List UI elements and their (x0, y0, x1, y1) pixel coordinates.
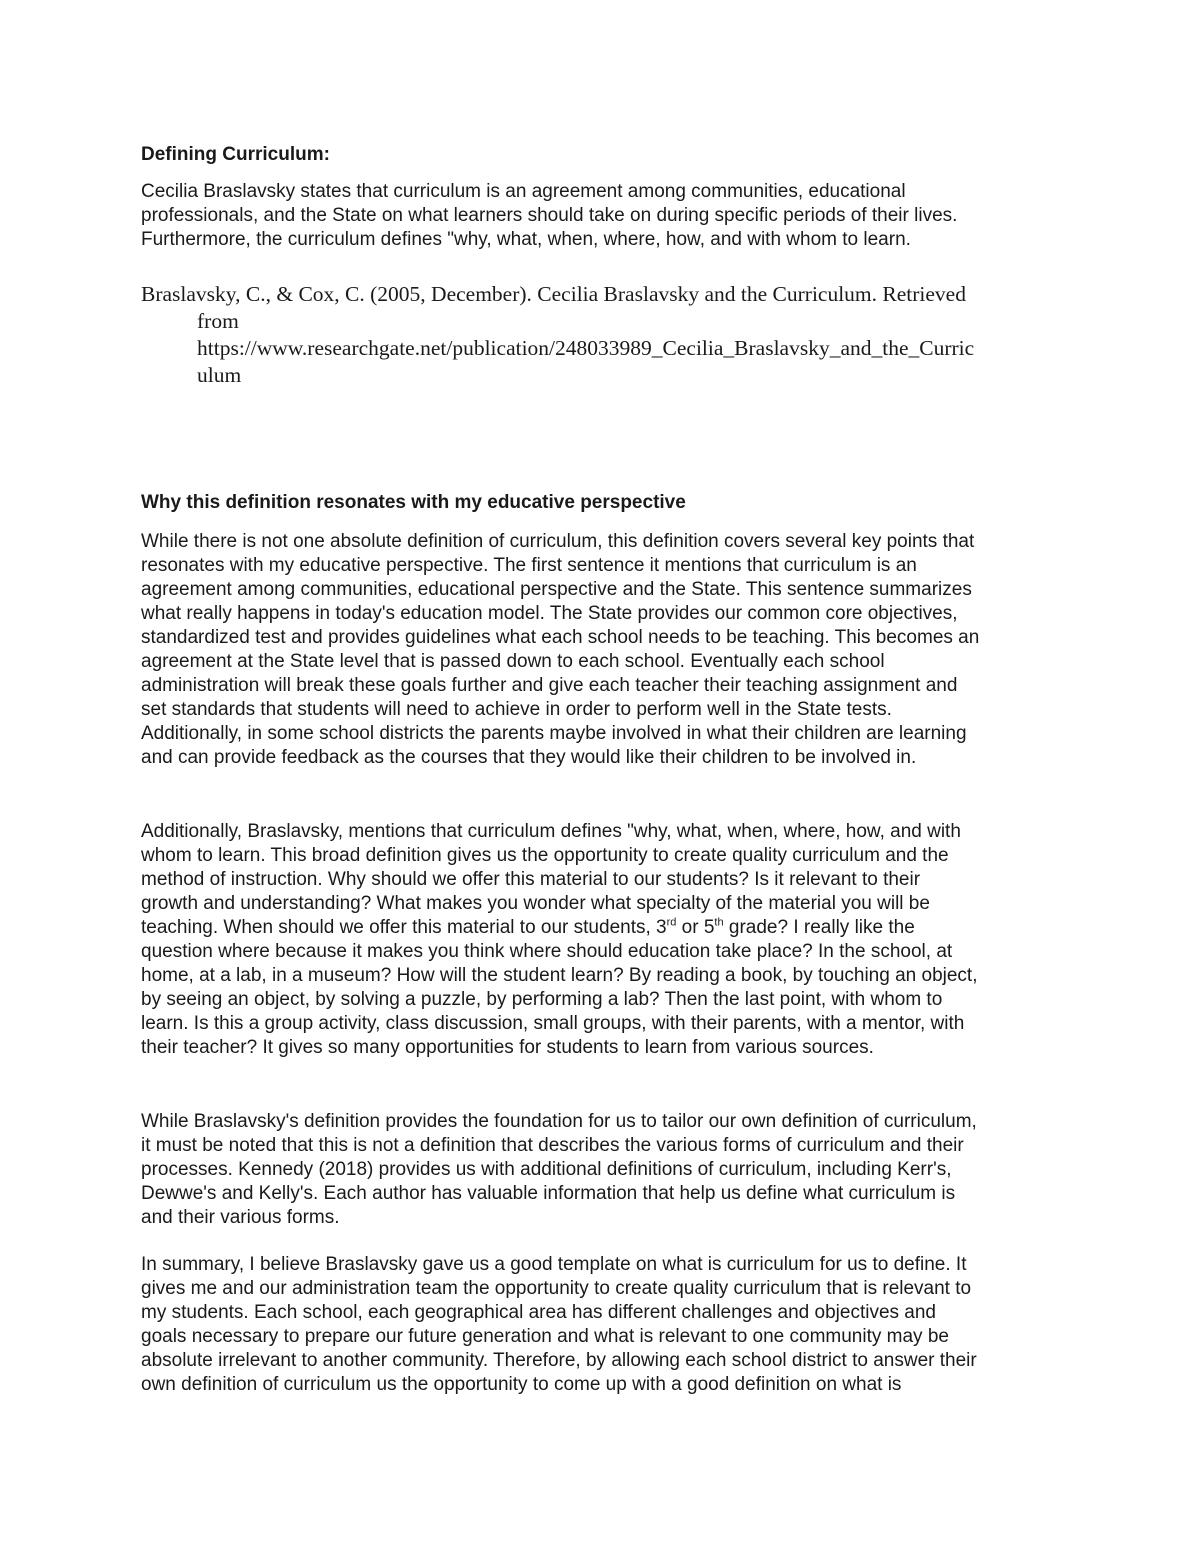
body-paragraph-3 (141, 1110, 1076, 1230)
paragraph-line: goals necessary to prepare our future generation and what is relevant to one community may be (141, 1326, 949, 1347)
citation-line: from (197, 309, 239, 333)
paragraph-line: administration will break these goals further and give each teacher their teaching assignment and (141, 675, 958, 696)
citation-url-line: ulum (197, 363, 242, 387)
grade-text-2: or 5 (676, 917, 715, 938)
paragraph-line: While there is not one absolute definition of curriculum, this definition covers several key points that (141, 531, 975, 552)
citation-url-line: https://www.researchgate.net/publication/248033989_Cecilia_Braslavsky_and_the_Curric (197, 336, 975, 360)
paragraph-line: While Braslavsky's definition provides the foundation for us to tailor our own definition of curriculum, (141, 1111, 977, 1132)
paragraph-line: Dewwe's and Kelly's. Each author has valuable information that help us define what curriculum is (141, 1183, 956, 1204)
paragraph-line: professionals, and the State on what learners should take on during specific periods of their lives. (141, 205, 958, 226)
paragraph-line: their teacher? It gives so many opportunities for students to learn from various sources. (141, 1037, 874, 1058)
paragraph-line: by seeing an object, by solving a puzzle, by performing a lab? Then the last point, with whom to (141, 989, 943, 1010)
paragraph-line: resonates with my educative perspective. The first sentence it mentions that curriculum is an (141, 555, 917, 576)
definition-paragraph (141, 180, 1076, 252)
paragraph-line: Cecilia Braslavsky states that curriculum is an agreement among communities, educational (141, 181, 906, 202)
ordinal-suffix-th: th (714, 916, 724, 929)
paragraph-line-grade (141, 916, 1076, 940)
body-paragraph-1 (141, 530, 1076, 770)
paragraph-line: In summary, I believe Braslavsky gave us a good template on what is curriculum for us to define. It (141, 1254, 967, 1275)
paragraph-line: growth and understanding? What makes you wonder what specialty of the material you will be (141, 893, 930, 914)
paragraph-line: and can provide feedback as the courses that they would like their children to be involved in. (141, 747, 917, 768)
section-heading-defining-curriculum: Defining Curriculum: (141, 144, 330, 165)
citation (141, 281, 1076, 389)
paragraph-line: absolute irrelevant to another community. Therefore, by allowing each school district to answer their (141, 1350, 977, 1371)
paragraph-line: whom to learn. This broad definition gives us the opportunity to create quality curriculum and the (141, 845, 949, 866)
paragraph-line: home, at a lab, in a museum? How will the student learn? By reading a book, by touching an object, (141, 965, 978, 986)
paragraph-line: what really happens in today's education model. The State provides our common core objectives, (141, 603, 958, 624)
grade-text-3: grade? I really like the (723, 917, 915, 938)
paragraph-line: question where because it makes you think where should education take place? In the school, at (141, 941, 953, 962)
paragraph-line: agreement at the State level that is passed down to each school. Eventually each school (141, 651, 885, 672)
body-paragraph-4 (141, 1253, 1076, 1397)
body-paragraph-2 (141, 820, 1076, 1060)
paragraph-line: it must be noted that this is not a definition that describes the various forms of curriculum and their (141, 1135, 964, 1156)
paragraph-line: Additionally, in some school districts the parents maybe involved in what their children are learning (141, 723, 967, 744)
grade-text-1: teaching. When should we offer this material to our students, 3 (141, 917, 667, 938)
paragraph-line: Furthermore, the curriculum defines "why, what, when, where, how, and with whom to learn. (141, 229, 911, 250)
paragraph-line: and their various forms. (141, 1207, 340, 1228)
paragraph-line: gives me and our administration team the opportunity to create quality curriculum that is relevant to (141, 1278, 972, 1299)
paragraph-line: own definition of curriculum us the opportunity to come up with a good definition on what is (141, 1374, 902, 1395)
paragraph-line: my students. Each school, each geographical area has different challenges and objectives and (141, 1302, 936, 1323)
paragraph-line: learn. Is this a group activity, class discussion, small groups, with their parents, with a mentor, with (141, 1013, 965, 1034)
paragraph-line: method of instruction. Why should we offer this material to our students? Is it relevant to their (141, 869, 921, 890)
paragraph-line: standardized test and provides guidelines what each school needs to be teaching. This becomes an (141, 627, 980, 648)
paragraph-line: Additionally, Braslavsky, mentions that curriculum defines "why, what, when, where, how, and with (141, 821, 961, 842)
ordinal-suffix-rd: rd (666, 916, 677, 929)
paragraph-line: agreement among communities, educational perspective and the State. This sentence summarizes (141, 579, 972, 600)
citation-line: Braslavsky, C., & Cox, C. (2005, December). Cecilia Braslavsky and the Curriculum. Retrieved (141, 282, 966, 306)
section-heading-why-definition-resonates: Why this definition resonates with my educative perspective (141, 492, 686, 513)
paragraph-line: set standards that students will need to achieve in order to perform well in the State tests. (141, 699, 892, 720)
paragraph-line: processes. Kennedy (2018) provides us with additional definitions of curriculum, including Kerr's, (141, 1159, 952, 1180)
